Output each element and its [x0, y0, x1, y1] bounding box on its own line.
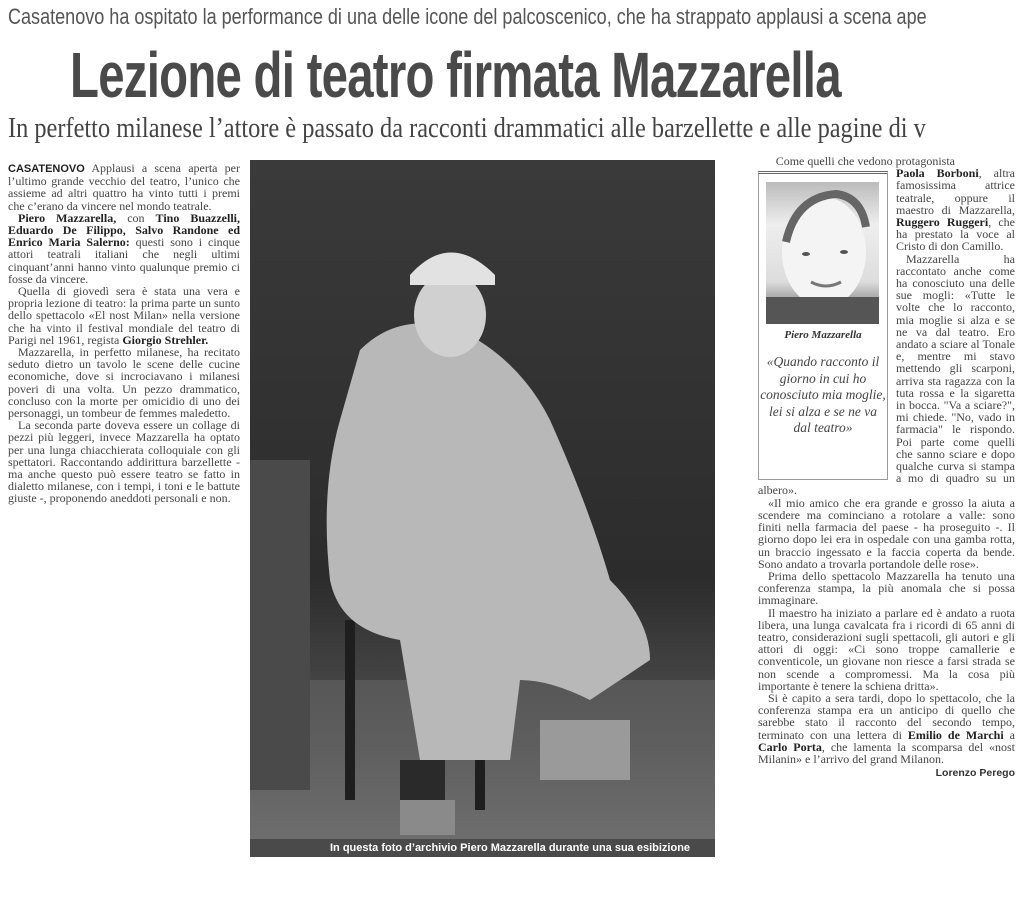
paragraph-text: Si è capito a sera tardi, dopo lo spettacolo, che la conferenza stampa era un anticipo di quello che sarebbe stato il racconto del secondo tempo, terminato con una lettera di — [758, 690, 1015, 742]
paragraph: «Il mio amico che era grande e grosso la aiuta a scendere ma cominciano a rotolare a valle: sono finiti nella farmacia del paese - ha proseguito -. Il giorno dopo lei era in ospedale con una gamba rotta, un braccio ingessato e la faccia coperta da bende. Sono andato a trovarla portandole delle rose». — [758, 495, 1015, 571]
headline: Lezione di teatro firmata Mazzarella — [70, 39, 841, 111]
paragraph-text: Quella di giovedì sera è stata una vera e propria lezione di teatro: la prima parte un sunto dello spettacolo «El nost Milan» nella versione che ha vinto il festival mondiale del teatro di Parigi nel 1961, regista — [8, 284, 240, 347]
paragraph-text: questi sono i cinque attori teatrali italiani che negli ultimi cinquant’anni hanno vinto qualunque premio ci fosse da vincere. — [8, 235, 241, 286]
paragraph: Il maestro ha iniziato a parlare ed è andato a ruota libera, una lunga cavalcata fra i ricordi di 65 anni di teatro, considerazioni sugli spettacoli, gli autori e gli attori di oggi: «Ci sono troppe camallerie e conventicole, un giovane non riesce a farsi strada se non scende a compromessi. Ma la cosa più importante è tenere la schiena dritta». — [758, 605, 1015, 693]
main-photo — [250, 160, 715, 857]
byline: Lorenzo Perego — [935, 767, 1015, 780]
kicker: Casatenovo ha ospitato la performance di una delle icone del palcoscenico, che ha strappato applausi a scena ape — [8, 4, 927, 29]
actor-seated-illustration — [250, 160, 715, 857]
inset-box — [758, 171, 888, 480]
name-bold: Ruggero Ruggeri — [896, 215, 989, 230]
paragraph-text: Applausi a scena aperta per l’ultimo grande vecchio del teatro, l’unico che assieme ad altri quattro ha vinto tutti i premi che c’erano da vincere nel mondo teatrale. — [8, 161, 241, 213]
photo-caption: In questa foto d’archivio Piero Mazzarella durante una sua esibizione — [250, 839, 715, 857]
paragraph — [8, 162, 240, 212]
name-bold: Paola Borboni — [896, 166, 979, 181]
name-bold: Giorgio Strehler. — [122, 332, 209, 347]
name-bold: Carlo Porta — [758, 739, 822, 754]
right-column — [758, 155, 1015, 779]
pull-quote: «Quando racconto il giorno in cui ho conosciuto mia moglie, lei si alza e se ne va dal teatro» — [760, 354, 886, 436]
lead-line: Come quelli che vedono protagonista — [775, 154, 955, 168]
subheadline: In perfetto milanese l’attore è passato da racconti drammatici alle barzellette e alle pagine di v — [8, 112, 926, 144]
paragraph-text: , altra famosissima attrice teatrale, oppure il maestro di Mazzarella, — [896, 166, 1015, 217]
paragraph: Mazzarella ha raccontato anche come ha conosciuto una delle sue mogli: «Tutte le volte che lo racconto, mia moglie si alza e se ne va dal teatro. Ero andato a sciare al Tonale e, mentre mi stavo mettendo gli scarponi, arriva sta ragazza con la tuta rossa e la sigaretta in bocca. "Va a sciare?", mi chiede. "No, vado in farmacia" le rispondo. Poi parte come quelli che sanno sciare e dopo qualche curva si stampa a mo di quadro su un albero». — [758, 251, 1015, 498]
left-column — [8, 162, 240, 505]
paragraph-text: , che ha prestato la voce al Cristo di don Camillo. — [896, 215, 1015, 254]
names-bold: Tino Buazzelli, Eduardo De Filippo, Salvo Randone ed Enrico Maria Salerno: — [8, 210, 241, 250]
portrait-name: Piero Mazzarella — [784, 329, 862, 342]
dateline: CASATENOVO — [8, 163, 85, 175]
paragraph: La seconda parte doveva essere un collage di pezzi più leggeri, invece Mazzarella ha optato per una lunga chiacchierata colloquiale con gli spettatori. Raccontando addirittura barzellette - ma anche questo può essere teatro se fatto in dialetto milanese, con i tempi, i toni e le battute giuste -, proponendo aneddoti personali e non. — [8, 418, 240, 506]
paragraph: Mazzarella, in perfetto milanese, ha recitato seduto dietro un tavolo le scene delle cucine economiche, dove si incrociavano i milanesi poveri di una volta. Un pezzo drammatico, concluso con la morte per omicidio di uno dei personaggi, un tombeur de femmes maledetto. — [8, 345, 240, 421]
paragraph — [8, 285, 240, 346]
portrait-photo — [766, 182, 879, 324]
name-bold: Emilio de Marchi — [907, 727, 1004, 742]
paragraph — [758, 692, 1015, 765]
paragraph-text: a — [1003, 727, 1016, 742]
paragraph-text: , che lamenta la scomparsa del «nost Milanin» e l’arrivo del grand Milanon. — [758, 739, 1016, 766]
paragraph — [8, 212, 240, 285]
name-bold: Piero Mazzarella, — [18, 210, 117, 225]
portrait-illustration — [766, 182, 879, 324]
paragraph: Prima dello spettacolo Mazzarella ha tenuto una conferenza stampa, la più anomala che si possa immaginare. — [758, 568, 1015, 608]
paragraph-text: con — [116, 210, 156, 225]
